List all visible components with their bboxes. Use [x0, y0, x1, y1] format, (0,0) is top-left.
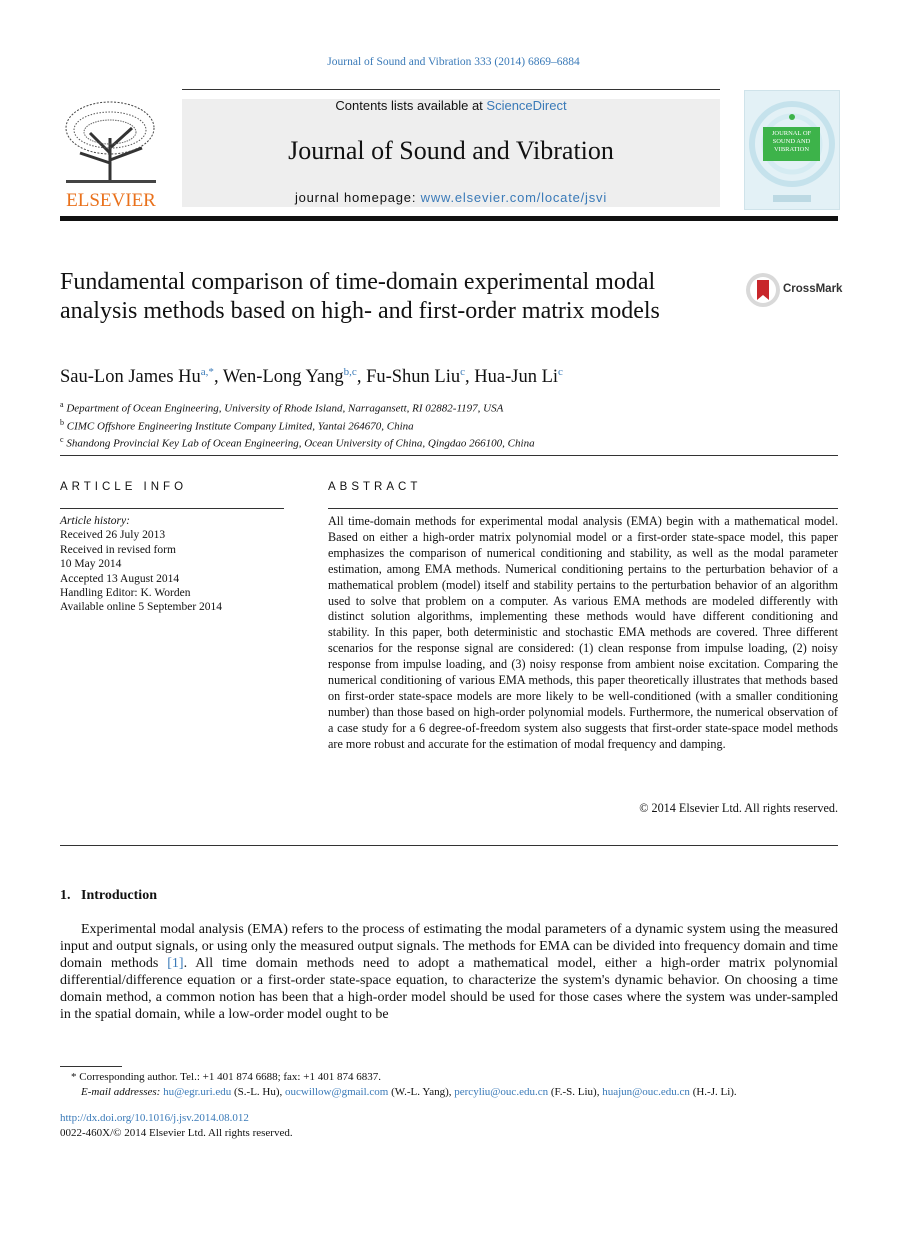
affiliation-item: $^a$ Department of Ocean Engineering, University of Rhode Island, Narragansett, RI 02882-1197, USA	[60, 400, 504, 415]
article-history	[60, 514, 290, 615]
email-addresses: E-mail addresses: hu@egr.uri.edu (S.-L. Hu), oucwillow@gmail.com (W.-L. Yang), percyliu@ouc.edu.cn (F.-S. Liu), huajun@ouc.edu.cn (H.-J. Li).	[81, 1086, 737, 1098]
history-item: 10 May 2014	[60, 558, 122, 571]
history-item: Handling Editor: K. Worden	[60, 587, 191, 600]
journal-citation: Journal of Sound and Vibration 333 (2014) 6869–6884	[327, 56, 580, 68]
journal-cover-thumbnail[interactable]	[744, 90, 840, 210]
contents-lists-line	[182, 98, 720, 113]
author-sup[interactable]: a,*	[200, 366, 214, 378]
history-item: Available online 5 September 2014	[60, 601, 223, 614]
affiliation-item: $^b$ CIMC Offshore Engineering Institute Company Limited, Yantai 264670, China	[60, 417, 414, 433]
article-title: Fundamental comparison of time-domain experimental modal analysis methods based on high- and first-order matrix models	[60, 269, 660, 324]
author-name[interactable]: Hua-Jun Li	[474, 367, 559, 388]
affiliation-item: $^c$ Shandong Provincial Key Lab of Ocean Engineering, Ocean University of China, Qingdao 266100, China	[60, 435, 535, 450]
abstract-rule	[328, 508, 838, 509]
introduction-text: Experimental modal analysis (EMA) refers to the process of estimating the modal parameters of a dynamic system using the measured input and output signals, or using only the measured output signals. The methods for EMA can be divided into frequency domain and time domain methods [1]. All time domain methods need to adopt a mathematical model, either a high-order matrix polynomial differential/difference equation or a first-order state-space equation, to characterize the system's dynamic behavior. On choosing a time domain method, a common notion has been that a high-order model should be used for those cases where the system was under-sampled in the spatial domain, while a low-order model ought to be	[60, 922, 838, 1023]
reference-link[interactable]: [1]	[167, 956, 184, 972]
elsevier-wordmark: ELSEVIER	[66, 190, 156, 210]
doi-link[interactable]: http://dx.doi.org/10.1016/j.jsv.2014.08.012	[60, 1112, 249, 1124]
corresponding-author-note: * Corresponding author. Tel.: +1 401 874 6688; fax: +1 401 874 6837.	[71, 1071, 381, 1083]
author-sup[interactable]: c	[558, 366, 563, 378]
author-name[interactable]: Wen-Long Yang	[222, 367, 344, 388]
crossmark-badge[interactable]	[745, 272, 843, 308]
history-label: Article history:	[60, 515, 130, 527]
abstract-heading: ABSTRACT	[328, 481, 422, 493]
affiliation-list	[60, 398, 840, 451]
introduction-heading: 1. Introduction	[60, 888, 157, 903]
homepage-link[interactable]: www.elsevier.com/locate/jsvi	[420, 190, 608, 205]
history-item: Accepted 13 August 2014	[60, 572, 180, 585]
homepage-prefix: journal homepage:	[294, 190, 421, 205]
history-item: Received 26 July 2013	[60, 529, 166, 542]
contents-prefix: Contents lists available at	[335, 98, 487, 113]
author-sup[interactable]: c	[460, 366, 466, 378]
cover-title-block: JOURNAL OF SOUND AND VIBRATION	[763, 127, 820, 161]
article-info-heading: ARTICLE INFO	[60, 481, 188, 493]
author-list: Sau-Lon James $Hu^{a,*}$, Wen-Long Yang$^{b,c}$, Fu-Shun Liu$^c$, Hua-Jun Li$^c$	[60, 366, 563, 388]
email-link[interactable]: percyliu@ouc.edu.cn	[454, 1086, 549, 1098]
header-top-rule	[182, 89, 720, 90]
journal-homepage-line	[182, 190, 720, 205]
elsevier-logo[interactable]	[60, 98, 162, 210]
crossmark-label: CrossMark	[783, 283, 843, 295]
article-info-rule	[60, 508, 284, 509]
section-divider	[60, 845, 838, 846]
abstract-copyright: © 2014 Elsevier Ltd. All rights reserved.	[639, 801, 838, 815]
author-sup[interactable]: b,c	[343, 366, 357, 378]
sciencedirect-link[interactable]: ScienceDirect	[486, 98, 567, 113]
footnotes	[60, 1070, 838, 1100]
journal-title: Journal of Sound and Vibration	[288, 136, 614, 165]
issn-copyright: 0022-460X/© 2014 Elsevier Ltd. All rights reserved.	[60, 1127, 293, 1139]
history-item: Received in revised form	[60, 543, 176, 556]
footnote-rule	[60, 1066, 122, 1067]
email-link[interactable]: huajun@ouc.edu.cn	[602, 1086, 690, 1098]
section-divider	[60, 455, 838, 456]
abstract-text: All time-domain methods for experimental modal analysis (EMA) begin with a mathematical model. Based on either a high-order matrix polynomial model or a first-order state-space model, this paper emphasizes the comparison of numerical conditioning and stability, as well as the modal parameter estimation, among EMA methods. Numerical conditioning pertains to the perturbation behavior of a mathematical problem (model) itself and stability pertains to the perturbation behavior of an algorithm used to solve that problem on a computer. As various EMA methods are modeled differently with distinct solution algorithms, implementing these methods would have different conditioning and stability. In this paper, both deterministic and stochastic EMA methods are covered. Three different scenarios for the response signal are considered: (1) clean response from impulse loading, (2) noisy response from impulse loading, and (3) noisy response from ambient noise excitation. Comparing the numerical conditioning of various EMA methods, this paper theoretically illustrates that methods based on first-order state-space models are more likely to be well-conditioned (with a smaller conditioning number) than those based on high-order polynomial models. Furthermore, the numerical observation of a case study for a 6 degree-of-freedom system also suggests that first-order state-space model methods are more robust and accurate for the estimation of modal frequency and damping.	[328, 514, 838, 751]
email-link[interactable]: oucwillow@gmail.com	[285, 1086, 389, 1098]
author-name[interactable]: Sau-Lon James Hu	[60, 367, 201, 388]
author-name[interactable]: Fu-Shun Liu	[366, 367, 461, 388]
email-link[interactable]: hu@egr.uri.edu	[163, 1086, 232, 1098]
header-thick-rule	[60, 216, 838, 221]
